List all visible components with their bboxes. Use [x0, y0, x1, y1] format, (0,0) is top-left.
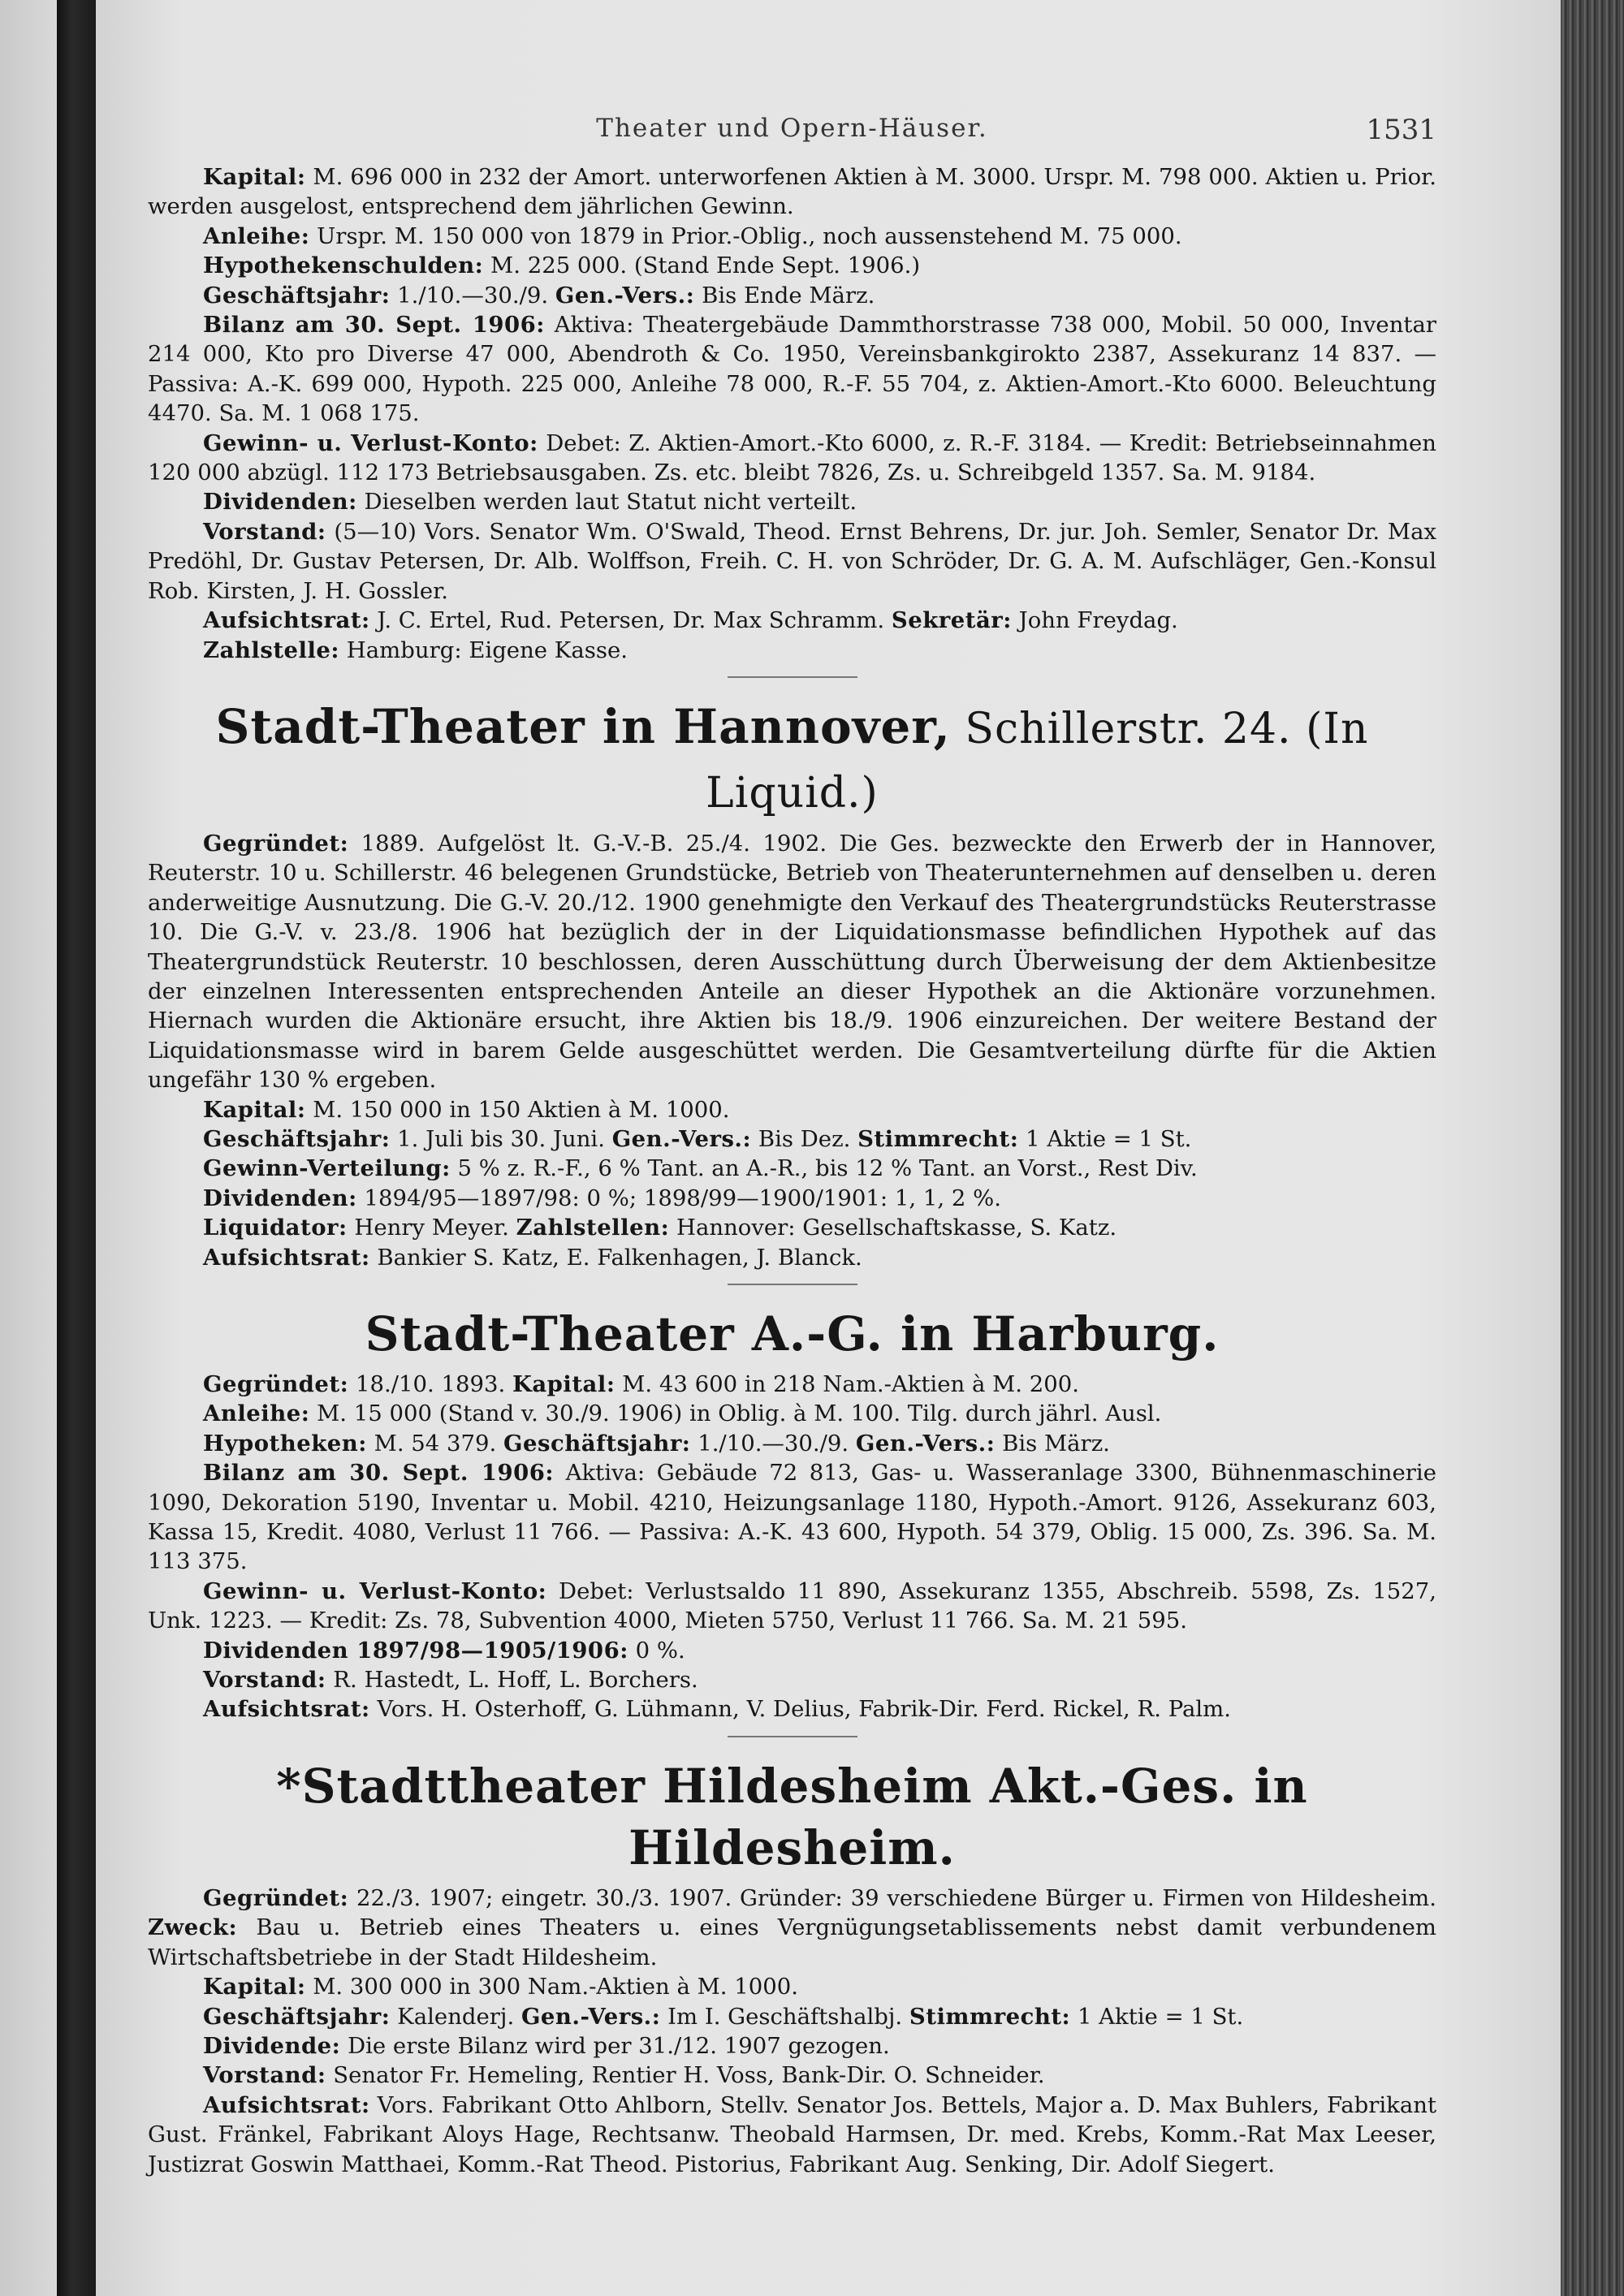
entry-paragraph — [148, 1124, 1436, 1154]
page-stack-edge — [1561, 0, 1624, 2296]
field-label: Aufsichtsrat: — [203, 2091, 370, 2118]
field-label: Gegründet: — [203, 830, 349, 857]
field-label: Vorstand: — [203, 1667, 326, 1694]
entry-paragraph — [148, 2091, 1436, 2179]
field-text: Vors. H. Osterhoff, G. Lühmann, V. Delius, Fabrik-Dir. Ferd. Rickel, R. Palm. — [369, 1696, 1231, 1723]
field-text: 5 % z. R.-F., 6 % Tant. an A.-R., bis 12 % Tant. an Vorst., Rest Div. — [450, 1155, 1198, 1182]
entry-paragraph — [148, 606, 1436, 635]
entry-paragraph — [148, 487, 1436, 516]
field-label: Hypothekenschulden: — [203, 252, 484, 279]
running-header — [148, 114, 1436, 162]
entry-hildesheim — [148, 1884, 1436, 2179]
field-label: Vorstand: — [203, 518, 326, 545]
field-text: M. 43 600 in 218 Nam.-Aktien à M. 200. — [615, 1371, 1079, 1397]
field-text: Debet: Verlustsaldo 11 890, Assekuranz 1355, Abschreib. 5598, Zs. 1527, Unk. 1223. — Kredit: Zs. 78, Subvention 4000, Mieten 5750, Verlust 11 766. Sa. M. 21 595. — [148, 1577, 1436, 1634]
field-label: Gegründet: — [203, 1371, 349, 1397]
entry-paragraph — [148, 1429, 1436, 1458]
field-label: Gen.-Vers.: — [520, 2003, 661, 2030]
field-text: 1. Juli bis 30. Juni. — [390, 1125, 612, 1152]
field-text: Die erste Bilanz wird per 31./12. 1907 gezogen. — [340, 2032, 890, 2059]
field-label: Vorstand: — [203, 2062, 326, 2089]
entry-harburg — [148, 1370, 1436, 1724]
field-label: Kapital: — [203, 1096, 306, 1123]
entry-paragraph — [148, 2002, 1436, 2031]
field-text: (5—10) Vors. Senator Wm. O'Swald, Theod. Ernst Behrens, Dr. jur. Joh. Semler, Senator Dr. Max Predöhl, Dr. Gustav Petersen, Dr. Alb. Wolffson, Freih. C. H. von Schröder, Dr. G. A. M. Aufschläger, Gen.-Konsul Rob. Kirsten, J. H. Gossler. — [148, 518, 1436, 604]
entry-paragraph — [148, 222, 1436, 251]
page-content — [148, 114, 1436, 2179]
company-name: Stadt-Theater in Hannover, — [215, 698, 951, 754]
company-heading-hannover — [148, 696, 1436, 824]
entry-paragraph — [148, 1884, 1436, 1972]
entry-paragraph — [148, 1694, 1436, 1724]
field-text: Bankier S. Katz, E. Falkenhagen, J. Blanck. — [369, 1244, 862, 1271]
section-divider — [728, 1736, 857, 1737]
entry-paragraph — [148, 1213, 1436, 1242]
entry-paragraph — [148, 2031, 1436, 2061]
left-page-edge — [0, 0, 57, 2296]
field-label: Gen.-Vers.: — [611, 1125, 752, 1152]
company-address: Schillerstr. 24. (In Liquid.) — [706, 704, 1369, 818]
field-text: Henry Meyer. — [347, 1215, 516, 1241]
field-label: Hypotheken: — [203, 1430, 367, 1457]
company-heading-harburg: Stadt-Theater A.-G. in Harburg. — [365, 1306, 1220, 1362]
entry-paragraph — [148, 1370, 1436, 1399]
field-text: M. 300 000 in 300 Nam.-Aktien à M. 1000. — [305, 1974, 799, 2000]
field-text: J. C. Ertel, Rud. Petersen, Dr. Max Schramm. — [369, 607, 892, 634]
field-label: Geschäftsjahr: — [203, 282, 391, 309]
field-text: 1./10.—30./9. — [690, 1430, 856, 1457]
field-text: Bis Ende März. — [694, 282, 875, 309]
field-text: Hamburg: Eigene Kasse. — [339, 637, 628, 663]
field-text: 1894/95—1897/98: 0 %; 1898/99—1900/1901: 1, 1, 2 %. — [356, 1185, 1001, 1211]
field-text: 0 %. — [628, 1637, 685, 1664]
field-label: Gen.-Vers.: — [555, 282, 695, 309]
field-label: Bilanz am 30. Sept. 1906: — [203, 312, 545, 339]
entry-paragraph — [148, 1665, 1436, 1694]
field-label: Dividenden: — [203, 489, 357, 516]
field-label: Kapital: — [203, 164, 306, 190]
entry-paragraph — [148, 1095, 1436, 1124]
field-label: Stimmrecht: — [909, 2003, 1071, 2030]
field-label: Kapital: — [203, 1974, 306, 2000]
entry-paragraph — [148, 1184, 1436, 1213]
entry-paragraph — [148, 162, 1436, 222]
entry-hannover — [148, 829, 1436, 1272]
field-text: Debet: Z. Aktien-Amort.-Kto 6000, z. R.-F. 3184. — Kredit: Betriebseinnahmen 120 000 abzügl. 112 173 Betriebsausgaben. Zs. etc. bleibt 7826, Zs. u. Schreibgeld 1357. Sa. M. 9184. — [148, 429, 1436, 486]
field-text: M. 150 000 in 150 Aktien à M. 1000. — [305, 1096, 730, 1123]
field-label: Zweck: — [148, 1914, 238, 1941]
section-divider — [728, 1284, 857, 1285]
field-label: Dividenden 1897/98—1905/1906: — [203, 1637, 628, 1664]
section-divider — [728, 676, 857, 678]
entry-paragraph — [148, 1636, 1436, 1665]
field-label: Zahlstellen: — [516, 1215, 670, 1241]
field-label: Anleihe: — [203, 1400, 310, 1427]
field-text: Im I. Geschäftshalbj. — [660, 2003, 909, 2030]
field-label: Gewinn- u. Verlust-Konto: — [203, 1577, 547, 1604]
entry-paragraph — [148, 429, 1436, 488]
running-title: Theater und Opern-Häuser. — [596, 114, 988, 143]
field-text: 1 Aktie = 1 St. — [1070, 2003, 1244, 2030]
field-text: R. Hastedt, L. Hoff, L. Borchers. — [326, 1667, 698, 1694]
field-label: Aufsichtsrat: — [203, 607, 370, 634]
field-label: Stimmrecht: — [857, 1125, 1019, 1152]
field-text: M. 15 000 (Stand v. 30./9. 1906) in Oblig. à M. 100. Tilg. durch jährl. Ausl. — [309, 1400, 1162, 1427]
field-text: Bis Dez. — [751, 1125, 858, 1152]
field-label: Geschäftsjahr: — [203, 2003, 391, 2030]
entry-paragraph — [148, 1577, 1436, 1636]
field-text: Aktiva: Gebäude 72 813, Gas- u. Wasseranlage 3300, Bühnenmaschinerie 1090, Dekoration 5190, Inventar u. Mobil. 4210, Heizungsanlage 1180, Hypoth.-Amort. 9126, Assekuranz 603, Kassa 15, Kredit. 4080, Verlust 11 766. — Passiva: A.-K. 43 600, Hypoth. 54 379, Oblig. 15 000, Zs. 396. Sa. M. 113 375. — [148, 1460, 1436, 1575]
field-text: 1./10.—30./9. — [390, 282, 555, 309]
field-text: John Freydag. — [1011, 607, 1178, 634]
entry-paragraph — [148, 1243, 1436, 1272]
entry-paragraph — [148, 251, 1436, 280]
field-text: M. 54 379. — [366, 1430, 504, 1457]
field-label: Aufsichtsrat: — [203, 1696, 370, 1723]
field-label: Anleihe: — [203, 222, 310, 249]
field-label: Gegründet: — [203, 1884, 349, 1911]
field-label: Sekretär: — [891, 607, 1012, 634]
field-label: Aufsichtsrat: — [203, 1244, 370, 1271]
entry-paragraph — [148, 1154, 1436, 1183]
field-text: M. 225 000. (Stand Ende Sept. 1906.) — [483, 252, 921, 279]
field-label: Dividenden: — [203, 1185, 357, 1211]
page-number: 1531 — [1366, 114, 1436, 146]
field-text: 1 Aktie = 1 St. — [1018, 1125, 1192, 1152]
field-text: Bau u. Betrieb eines Theaters u. eines Vergnügungsetablissements nebst damit verbundenem Wirtschaftsbetriebe in der Stadt Hildesheim. — [148, 1914, 1436, 1970]
field-label: Gewinn- u. Verlust-Konto: — [203, 429, 538, 456]
field-label: Bilanz am 30. Sept. 1906: — [203, 1460, 555, 1487]
field-text: Urspr. M. 150 000 von 1879 in Prior.-Oblig., noch aussenstehend M. 75 000. — [309, 222, 1182, 249]
field-label: Geschäftsjahr: — [503, 1430, 691, 1457]
field-text: Aktiva: Theatergebäude Dammthorstrasse 738 000, Mobil. 50 000, Inventar 214 000, Kto pro Diverse 47 000, Abendroth & Co. 1950, Vereinsbankgirokto 2387, Assekuranz 14 837. — Passiva: A.-K. 699 000, Hypoth. 225 000, Anleihe 78 000, R.-F. 55 704, z. Aktien-Amort.-Kto 6000. Beleuchtung 4470. Sa. M. 1 068 175. — [148, 312, 1437, 427]
field-text: Vors. Fabrikant Otto Ahlborn, Stellv. Senator Jos. Bettels, Major a. D. Max Buhlers, Fabrikant Gust. Fränkel, Fabrikant Aloys Hage, Rechtsanw. Theobald Harmsen, Dr. med. Krebs, Komm.-Rat Max Leeser, Justizrat Goswin Matthaei, Komm.-Rat Theod. Pistorius, Fabrikant Aug. Senking, Dir. Adolf Siegert. — [148, 2091, 1436, 2177]
entry-paragraph — [148, 310, 1436, 429]
field-label: Zahlstelle: — [203, 637, 340, 663]
field-text: Bis März. — [995, 1430, 1110, 1457]
field-text: M. 696 000 in 232 der Amort. unterworfenen Aktien à M. 3000. Urspr. M. 798 000. Aktien u. Prior. werden ausgelost, entsprechend dem jährlichen Gewinn. — [148, 164, 1436, 220]
entry-paragraph — [148, 2061, 1436, 2090]
field-text: 18./10. 1893. — [348, 1371, 512, 1397]
field-label: Gewinn-Verteilung: — [203, 1155, 451, 1182]
entry-paragraph — [148, 829, 1436, 1095]
field-label: Liquidator: — [203, 1215, 348, 1241]
entry-paragraph — [148, 1399, 1436, 1428]
entry-paragraph — [148, 1972, 1436, 2001]
field-text: 1889. Aufgelöst lt. G.-V.-B. 25./4. 1902. Die Ges. bezweckte den Erwerb der in Hannover, Reuterstr. 10 u. Schillerstr. 46 belegenen Grundstücke, Betrieb von Theaterunternehmen auf denselben u. deren anderweitige Ausnutzung. Die G.-V. 20./12. 1900 genehmigte den Verkauf des Theatergrundstücks Reuterstrasse 10. Die G.-V. v. 23./8. 1906 hat bezüglich der in der Liquidationsmasse befindlichen Hypothek auf das Theatergrundstück Reuterstr. 10 beschlossen, deren Ausschüttung durch Überweisung der dem Aktienbesitze der einzelnen Interessenten entsprechenden Anteile an dieser Hypothek an die Aktionäre vorzunehmen. Hiernach wurden die Aktionäre ersucht, ihre Aktien bis 18./9. 1906 einzureichen. Der weitere Bestand der Liquidationsmasse wird in barem Gelde ausgeschüttet werden. Die Gesamtverteilung dürfte für die Aktien ungefähr 130 % ergeben. — [148, 830, 1436, 1094]
field-label: Geschäftsjahr: — [203, 1125, 391, 1152]
field-text: Kalenderj. — [390, 2003, 521, 2030]
entry-paragraph — [148, 281, 1436, 310]
field-text: Dieselben werden laut Statut nicht verteilt. — [356, 489, 857, 516]
field-text: Senator Fr. Hemeling, Rentier H. Voss, Bank-Dir. O. Schneider. — [326, 2062, 1045, 2089]
field-text: Hannover: Gesellschaftskasse, S. Katz. — [669, 1215, 1117, 1241]
company-heading-hildesheim: *Stadttheater Hildesheim Akt.-Ges. in Hildesheim. — [276, 1758, 1308, 1875]
field-label: Gen.-Vers.: — [855, 1430, 996, 1457]
entry-paragraph — [148, 636, 1436, 665]
book-spine-shadow — [57, 0, 96, 2296]
field-text: 22./3. 1907; eingetr. 30./3. 1907. Gründer: 39 verschiedene Bürger u. Firmen von Hildesheim. — [348, 1884, 1436, 1911]
entry-paragraph — [148, 517, 1436, 606]
entry-hamburg — [148, 162, 1436, 665]
field-label: Kapital: — [512, 1371, 615, 1397]
field-label: Dividende: — [203, 2032, 341, 2059]
entry-paragraph — [148, 1458, 1436, 1577]
